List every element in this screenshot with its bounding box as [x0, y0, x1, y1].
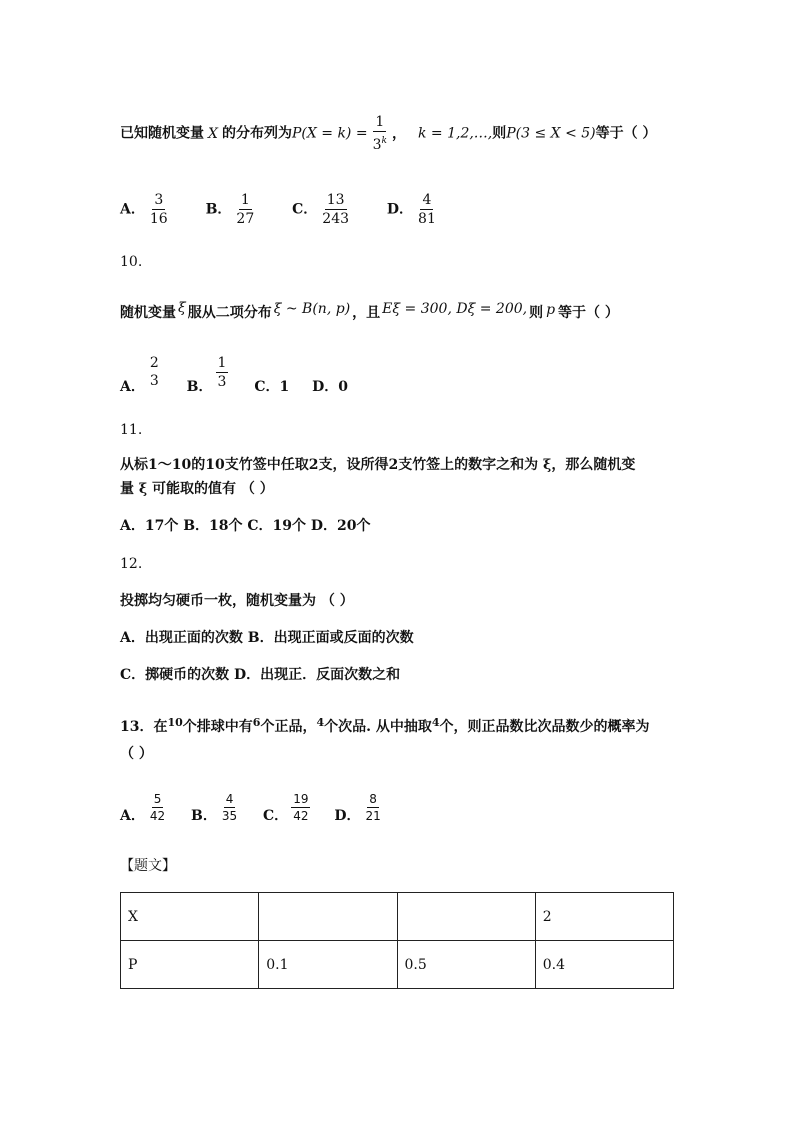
q9-var-x: X	[208, 125, 218, 142]
q9-fraction	[371, 114, 389, 153]
option-den: 243	[322, 211, 350, 227]
q10-condition: Eξ = 300, Dξ = 200,	[382, 301, 528, 317]
q13-n6: 6	[252, 716, 261, 729]
option-label: C．	[254, 379, 280, 395]
table-cell: 0.4	[535, 941, 673, 989]
q9-formula-lhs: P(X = k) =	[291, 125, 368, 142]
question-10-stem	[120, 298, 619, 323]
table-cell: 0.1	[259, 941, 397, 989]
option-fraction	[291, 792, 310, 823]
q9-frac-num: 1	[375, 114, 385, 130]
q13-n4b: 4	[431, 716, 440, 729]
q13-text-4: 个，则正品数比次品数少的概率为	[439, 719, 650, 735]
option-den: 27	[236, 211, 255, 227]
option-value: 0	[338, 379, 348, 395]
q9-option-a	[120, 192, 173, 227]
question-11-line-2: 量 ξ 可能取的值有 （ ）	[120, 481, 274, 497]
option-fraction	[148, 192, 170, 227]
option-den: 3	[149, 373, 159, 389]
q10-text-b: 服从二项分布	[187, 305, 272, 321]
q13-n4a: 4	[316, 716, 325, 729]
option-den: 42	[293, 809, 309, 823]
q13-option-a	[120, 792, 170, 826]
section-label: 【题文】	[120, 858, 176, 874]
q9-text-a: 已知随机变量	[120, 125, 204, 142]
q13-text-2: 个正品，	[260, 719, 317, 735]
option-den: 16	[149, 211, 168, 227]
question-9-stem	[120, 114, 657, 153]
option-den: 81	[418, 211, 436, 227]
table-cell	[259, 893, 397, 941]
option-num: 5	[153, 792, 162, 806]
q9-option-b	[206, 192, 260, 227]
q13-option-b	[191, 792, 242, 826]
q10-text-e: 等于（ ）	[558, 305, 619, 321]
option-num: 4	[225, 792, 234, 806]
option-den: 3	[217, 374, 227, 390]
option-fraction	[320, 192, 351, 227]
option-den: 42	[149, 809, 166, 823]
option-label: A．	[120, 379, 145, 395]
option-value: 1	[279, 379, 290, 395]
question-13-stem	[120, 713, 650, 737]
q9-text-e: 等于（ ）	[595, 125, 657, 142]
q10-p: p	[546, 302, 556, 318]
question-13-options	[120, 792, 414, 826]
q10-text-c: ，且	[352, 305, 381, 321]
option-num: 4	[422, 192, 432, 208]
q9-frac-den-exp: k	[381, 136, 387, 146]
option-label: B．	[191, 808, 217, 824]
q10-option-a	[120, 355, 164, 397]
question-10-options	[120, 355, 376, 397]
option-fraction	[416, 192, 438, 227]
q13-text-3: 个次品. 从中抽取	[324, 719, 432, 735]
q10-xi: ξ	[178, 300, 186, 316]
question-12-options-row-1: A．出现正面的次数 B．出现正面或反面的次数	[120, 630, 414, 646]
option-label: A．	[120, 808, 145, 824]
option-num: 2	[149, 355, 159, 371]
option-num: 8	[369, 792, 377, 806]
q13-option-d	[334, 792, 385, 826]
question-12-options-row-2: C．掷硬币的次数 D．出现正．反面次数之和	[120, 667, 401, 683]
question-10-number: 10.	[120, 254, 143, 270]
option-num: 19	[293, 792, 309, 806]
q10-dist: ξ ~ B(n, p)	[273, 301, 351, 317]
option-num: 1	[217, 355, 227, 371]
distribution-table	[120, 892, 674, 989]
question-11-line-1: 从标1～10的10支竹签中任取2支，设所得2支竹签上的数字之和为 ξ，那么随机变	[120, 457, 636, 473]
q10-text-d: 则	[529, 305, 544, 321]
option-label: C．	[292, 201, 318, 218]
q9-text-b: 的分布列为	[221, 125, 292, 142]
q13-text-1: 个排球中有	[182, 719, 253, 735]
q10-option-d	[312, 377, 348, 397]
q9-text-c: ，	[391, 125, 406, 142]
q9-target: P(3 ≤ X < 5)	[506, 125, 596, 142]
option-fraction	[148, 355, 161, 389]
question-12-number: 12.	[120, 556, 143, 572]
option-num: 13	[326, 192, 345, 208]
question-9-options	[120, 192, 469, 227]
q10-text-a: 随机变量	[120, 305, 176, 321]
table-row	[121, 893, 674, 941]
q10-option-c	[254, 377, 289, 397]
table-cell: P	[121, 941, 259, 989]
option-label: D．	[312, 379, 339, 395]
q9-option-c	[292, 192, 354, 227]
option-den: 35	[221, 809, 238, 823]
question-13-line-2: （ ）	[120, 746, 153, 762]
option-fraction	[216, 355, 229, 390]
option-label: D．	[334, 808, 361, 824]
question-12-stem: 投掷均匀硬币一枚，随机变量为 （ ）	[120, 593, 354, 609]
q13-prefix: 13．在	[120, 719, 168, 735]
q13-n10: 10	[167, 716, 183, 729]
q13-option-c	[263, 792, 313, 826]
option-label: D．	[386, 201, 414, 218]
option-num: 1	[240, 192, 250, 208]
option-fraction	[363, 792, 382, 823]
table-cell: 0.5	[397, 941, 535, 989]
option-fraction	[234, 192, 256, 227]
q9-text-d: 则	[492, 125, 507, 142]
option-label: B．	[205, 201, 232, 218]
q9-frac-den-base: 3	[372, 137, 382, 153]
question-11-options: A．17个 B．18个 C．19个 D．20个	[120, 518, 371, 534]
option-fraction	[148, 792, 167, 823]
table-row	[121, 941, 674, 989]
option-label: C．	[263, 808, 289, 824]
option-label: B．	[186, 379, 213, 395]
question-11-number: 11.	[120, 422, 143, 438]
q9-option-d	[387, 192, 441, 227]
option-num: 3	[154, 192, 164, 208]
table-cell: 2	[535, 893, 673, 941]
option-label: A．	[120, 201, 145, 218]
table-cell	[397, 893, 535, 941]
table-cell: X	[121, 893, 259, 941]
option-den: 21	[365, 809, 381, 823]
option-fraction	[220, 792, 239, 823]
q9-k-range: k = 1,2,…,	[417, 125, 493, 142]
q10-option-b	[187, 355, 232, 397]
